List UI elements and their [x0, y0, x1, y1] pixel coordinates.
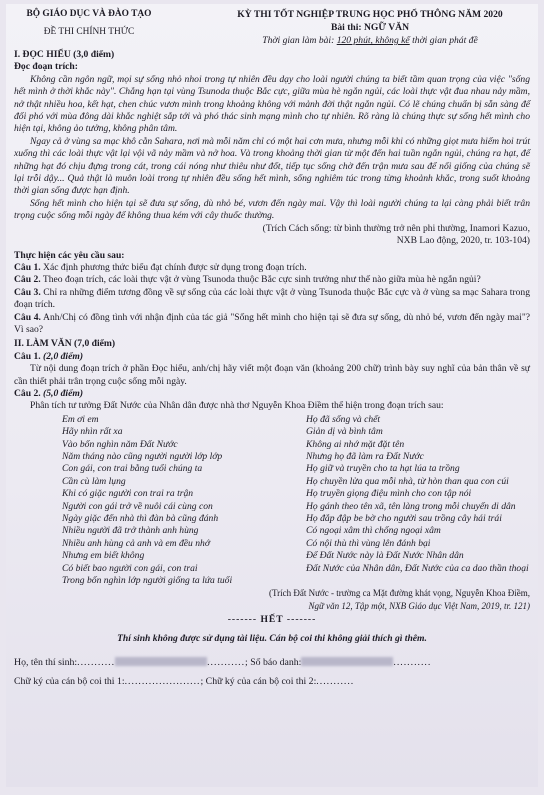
candidate-name-dots: ........... [77, 657, 116, 669]
supervisor2-label: ; Chữ ký của cán bộ coi thi 2: [200, 675, 317, 687]
poem-line: Họ gánh theo tên xã, tên làng trong mỗi chuyến di dân [306, 500, 516, 512]
poem-excerpt [62, 414, 530, 588]
poem-line: Hãy nhìn rất xa [62, 426, 123, 438]
header-right [210, 8, 530, 47]
supervisor-line: Chữ ký của cán bộ coi thi 1: ........... ........... ; Chữ ký của cán bộ coi thi 2: ........... [14, 675, 355, 687]
essay-question-1: Từ nội dung đoạn trích ở phần Đọc hiểu, anh/chị hãy viết một đoạn văn (khoảng 200 chữ) trình bày suy nghĩ của bản thân về sự cần thiết phải trân trọng cuộc sống mỗi ngày. [14, 363, 530, 387]
question-4: Câu 4. Anh/Chị có đồng tình với nhận định của tác giả "Sống hết mình cho hiện tại sẽ đưa sự sống, dù nhỏ bé, vươn đến ngày mai"? Vì sao? [14, 311, 530, 335]
exam-header [14, 8, 530, 47]
essay-question-2-heading: Câu 2. (5,0 điểm) [14, 387, 84, 399]
part2-title: II. LÀM VĂN (7,0 điểm) [14, 338, 116, 350]
poem-left-column [62, 414, 286, 588]
poem-right-column [306, 414, 530, 588]
poem-line: Nhiều anh hùng cả anh và em đều nhớ [62, 537, 210, 549]
poem-line: Con gái, con trai bằng tuổi chúng ta [62, 463, 203, 475]
tasks-title: Thực hiện các yêu cầu sau: [14, 249, 125, 261]
poem-line: Năm tháng nào cũng người người lớp lớp [62, 451, 223, 462]
question-2: Câu 2. Theo đoạn trích, các loài thực vật ở vùng Tsunoda thuộc Bắc cực sinh trưởng như thế nào giữa mùa hè ngắn ngủi? [14, 274, 481, 286]
supervisor1-label: Chữ ký của cán bộ coi thi 1: [14, 675, 125, 687]
poem-line: Có ngoại xâm thì chống ngoại xâm [306, 525, 441, 537]
exam-paper [6, 4, 538, 787]
essay-question-2: Phân tích tư tưởng Đất Nước của Nhân dân được nhà thơ Nguyễn Khoa Điềm thể hiện trong đoạn trích sau: [30, 400, 444, 412]
poem-line: Ngày giặc đến nhà thì đàn bà cũng đánh [62, 513, 219, 525]
poem-citation-1: (Trích Đất Nước - trường ca Mặt đường khát vọng, Nguyễn Khoa Điềm, [268, 588, 530, 599]
poem-line: Nhiều người đã trở thành anh hùng [62, 525, 199, 537]
poem-line: Khi có giặc người con trai ra trận [62, 488, 194, 500]
poem-line: Đất Nước của Nhân dân, Đất Nước của ca dao thần thoại [306, 562, 529, 574]
candidate-name-label: Họ, tên thí sinh: [14, 657, 78, 669]
poem-line: Không ai nhớ mặt đặt tên [306, 438, 405, 450]
poem-line: Trong bốn nghìn lớp người giống ta lứa tuổi [62, 575, 233, 587]
poem-line: Họ đã sống và chết [306, 413, 381, 425]
redacted-name [115, 657, 207, 666]
poem-citation-2: Ngữ văn 12, Tập một, NXB Giáo dục Việt Nam, 2019, tr. 121) [308, 600, 530, 611]
exam-title: KỲ THI TỐT NGHIỆP TRUNG HỌC PHỔ THÔNG NĂM 2020 [237, 9, 503, 20]
passage-paragraph-1: Không cần ngôn ngữ, mọi sự sống nhỏ nhoi trong tự nhiên đều dạy cho loài người chúng ta biết tầm quan trọng của việc "sống hết mình ở thời khắc này". Chẳng hạn tại vùng Tsunoda thuộc Bắc cực, giữa mùa hè ngắn ngủi, các loài thực vật đua nhau nảy mầm, nở thật nhiều hoa, kết hạt, chen chúc vươn mình trong khoảng không với mảnh đời thật ngắn ngủi. Có lẽ chúng chuẩn bị sẵn sàng để đối phó với mùa đông dài khắc nghiệt sắp tới và phó thác sinh mạng mình cho tự nhiên. Rõ ràng là chúng thực sự sống hết mình cho hiện tại, không ảo tưởng, không phân tâm. [14, 73, 530, 135]
poem-line: Nhưng em biết không [62, 550, 145, 562]
poem-line: Có nội thù thì vùng lên đánh bại [306, 537, 431, 549]
poem-line: Họ truyền giọng điệu mình cho con tập nói [306, 488, 472, 500]
exam-note: Thí sinh không được sử dụng tài liệu. Cán bộ coi thi không giải thích gì thêm. [117, 632, 427, 644]
exam-subject: Bài thi: NGỮ VĂN [330, 22, 410, 33]
poem-line: Họ chuyền lửa qua mỗi nhà, từ hòn than qua con cúi [306, 475, 509, 487]
poem-line: Để Đất Nước này là Đất Nước Nhân dân [306, 550, 464, 562]
poem-line: Nhưng họ đã làm ra Đất Nước [306, 451, 424, 462]
poem-line: Họ đắp đập be bờ cho người sau trồng cây hái trái [306, 513, 502, 525]
redacted-number [301, 657, 393, 666]
official-label: ĐỀ THI CHÍNH THỨC [43, 27, 135, 37]
passage-paragraph-3: Sống hết mình cho hiện tại sẽ đưa sự sống, dù nhỏ bé, vươn đến ngày mai. Vậy thì loài người chúng ta lại càng phải biết trân trọng cuộc sống mỗi ngày để không thua kém với cây thuốc thường. [14, 197, 530, 222]
poem-line: Giản dị và bình tâm [306, 426, 383, 438]
read-label: Đọc đoạn trích: [14, 61, 78, 73]
poem-line: Vào bốn nghìn năm Đất Nước [62, 438, 178, 450]
poem-line: Có biết bao người con gái, con trai [62, 562, 198, 574]
poem-line: Người con gái trở về nuôi cái cùng con [62, 500, 213, 512]
question-1: Câu 1. Xác định phương thức biểu đạt chính được sử dụng trong đoạn trích. [14, 261, 307, 273]
poem-line: Em ơi em [62, 413, 99, 425]
candidate-line: Họ, tên thí sinh: ........... ........... ; Số báo danh: ........... [14, 657, 432, 669]
question-3: Câu 3. Chỉ ra những điểm tương đồng về sự sống của các loài thực vật ở vùng Tsunoda thuộc Bắc cực và ở vùng sa mạc Sahara trong đoạn trích. [14, 286, 531, 311]
end-marker: ------- HẾT ------- [227, 614, 317, 626]
registration-label: ; Số báo danh: [245, 657, 302, 669]
ministry-name: BỘ GIÁO DỤC VÀ ĐÀO TẠO [26, 9, 152, 19]
passage-paragraph-2: Ngay cả ở vùng sa mạc khô cằn Sahara, nơi mà mỗi năm chỉ có một hai cơn mưa, nhưng mỗi khi có những giọt mưa hiếm hoi trút xuống thì các loài thực vật lại vội vã nảy mầm và nở hoa. Và trong khoảng thời gian từ một đến hai tuần ngắn ngủi, chúng ra hạt, để những hạt đó chịu đựng trong cát, trong cái nóng như thiêu như đốt, tiếp tục sống chờ đến trận mưa sau để nối giống của chúng sẽ lại trỗi dậy... Quả thật là muôn loài trong tự nhiên đều sống hết mình, sống nghiêm túc trong từng khoảnh khắc, trong suốt khoảng thời gian sống được hạn định. [14, 135, 530, 197]
poem-line: Họ giữ và truyền cho ta hạt lúa ta trồng [306, 463, 460, 475]
header-left [14, 8, 164, 47]
poem-line: Cần cù làm lụng [62, 475, 126, 487]
passage-citation-1: (Trích Cách sống: từ bình thường trở nên phi thường, Inamori Kazuo, [262, 222, 530, 234]
exam-time: Thời gian làm bài: 120 phút, không kể thời gian phát đề [262, 35, 478, 46]
part1-title: I. ĐỌC HIỂU (3,0 điểm) [14, 49, 115, 60]
essay-question-1-heading: Câu 1. (2,0 điểm) [14, 350, 84, 362]
passage-citation-2: NXB Lao động, 2020, tr. 103-104) [396, 235, 530, 247]
